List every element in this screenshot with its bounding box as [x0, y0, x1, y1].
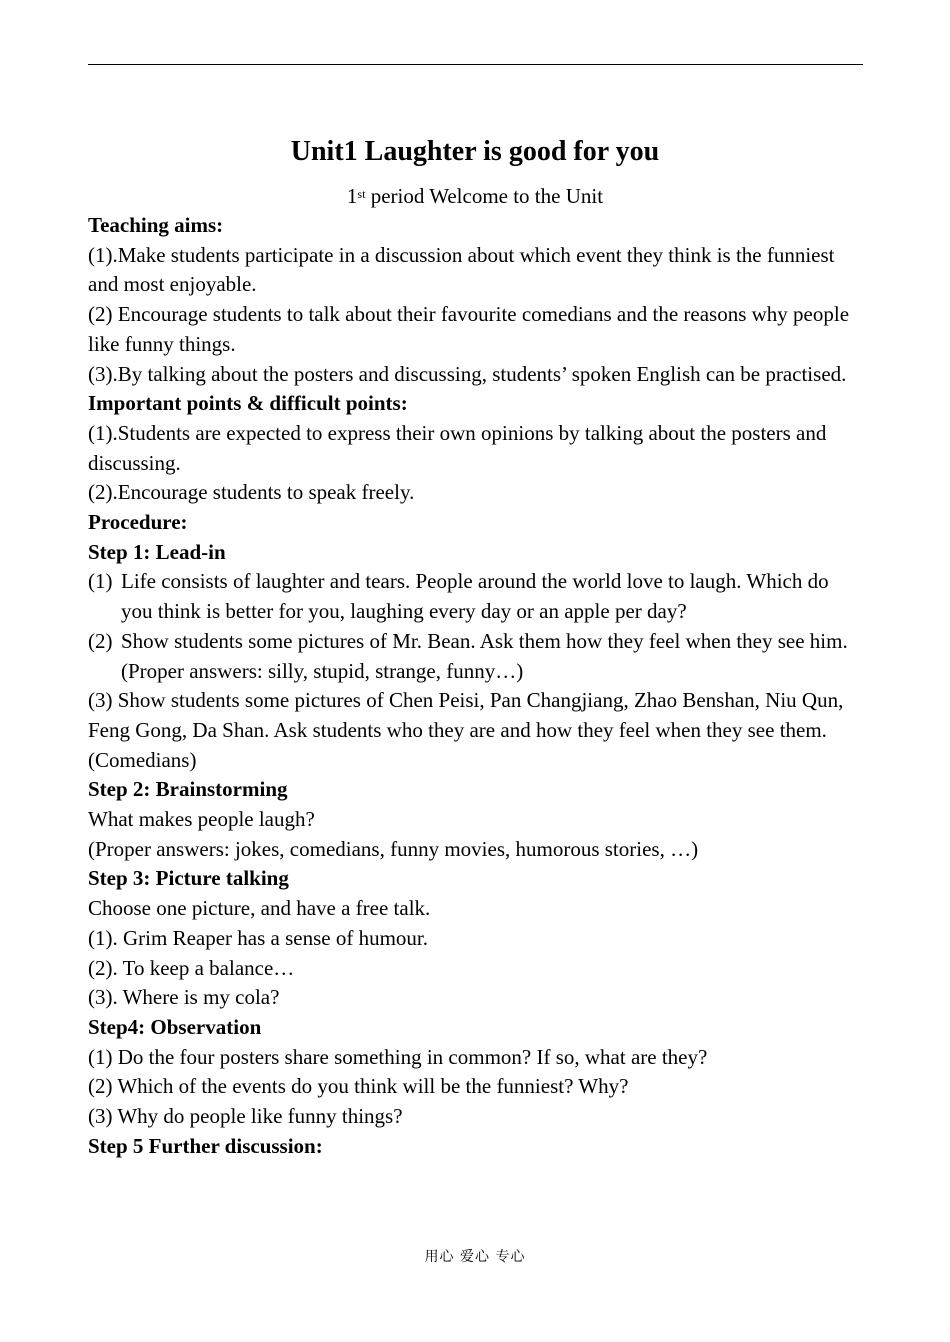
step1-item-2 — [88, 627, 863, 657]
step3-heading: Step 3: Picture talking — [88, 866, 289, 891]
step3-item-3: (3). Where is my cola? — [88, 985, 280, 1010]
document-body — [88, 211, 863, 1162]
header-rule — [88, 64, 863, 65]
step5-heading: Step 5 Further discussion: — [88, 1133, 323, 1158]
step4-item-1: (1) Do the four posters share something in common? If so, what are they? — [88, 1044, 708, 1069]
step3-item-1: (1). Grim Reaper has a sense of humour. — [88, 925, 428, 950]
step2-question: What makes people laugh? — [88, 807, 315, 832]
step1-item-3: (3) Show students some pictures of Chen Peisi, Pan Changjiang, Zhao Benshan, Niu Qun, Feng Gong, Da Shan. Ask students who they are and how they feel when they see them. (Comedians) — [88, 688, 844, 772]
step1-item-1-text: Life consists of laughter and tears. People around the world love to laugh. Which do you think is better for you, laughing every day or an apple per day? — [121, 569, 829, 624]
important-point-2: (2).Encourage students to speak freely. — [88, 480, 415, 505]
subtitle-text: period Welcome to the Unit — [365, 184, 604, 208]
step1-item-1 — [88, 567, 863, 626]
teaching-aims-heading: Teaching aims: — [88, 213, 224, 237]
step1-item-1-number: (1) — [88, 569, 113, 594]
step1-item-2-number: (2) — [88, 628, 113, 653]
teaching-aim-1: (1).Make students participate in a discussion about which event they think is the funniest and most enjoyable. — [88, 242, 835, 297]
subtitle-number: 1 — [346, 184, 358, 208]
step4-heading: Step4: Observation — [88, 1014, 262, 1039]
step1-item-2-answer: (Proper answers: silly, stupid, strange, funny…) — [121, 658, 524, 683]
step3-item-2: (2). To keep a balance… — [88, 955, 295, 980]
important-point-1: (1).Students are expected to express their own opinions by talking about the posters and discussing. — [88, 420, 827, 475]
teaching-aim-2: (2) Encourage students to talk about their favourite comedians and the reasons why people like funny things. — [88, 302, 850, 356]
step3-intro: Choose one picture, and have a free talk. — [88, 896, 431, 921]
page-title: Unit1 Laughter is good for you — [290, 136, 660, 167]
step4-item-2: (2) Which of the events do you think will be the funniest? Why? — [88, 1074, 629, 1099]
page-footer: 用心 爱心 专心 — [424, 1249, 526, 1265]
step1-heading: Step 1: Lead-in — [88, 539, 226, 564]
step2-answer: (Proper answers: jokes, comedians, funny movies, humorous stories, …) — [88, 836, 699, 861]
page-subtitle — [0, 183, 950, 209]
important-points-heading: Important points & difficult points: — [88, 391, 408, 416]
step1-item-2-text: Show students some pictures of Mr. Bean. Ask them how they feel when they see him. — [121, 628, 848, 653]
step2-heading: Step 2: Brainstorming — [88, 777, 288, 802]
teaching-aim-3: (3).By talking about the posters and discussing, students’ spoken English can be practised. — [88, 361, 847, 386]
step4-item-3: (3) Why do people like funny things? — [88, 1104, 403, 1129]
procedure-heading: Procedure: — [88, 510, 188, 535]
subtitle-ordinal: st — [357, 187, 366, 201]
